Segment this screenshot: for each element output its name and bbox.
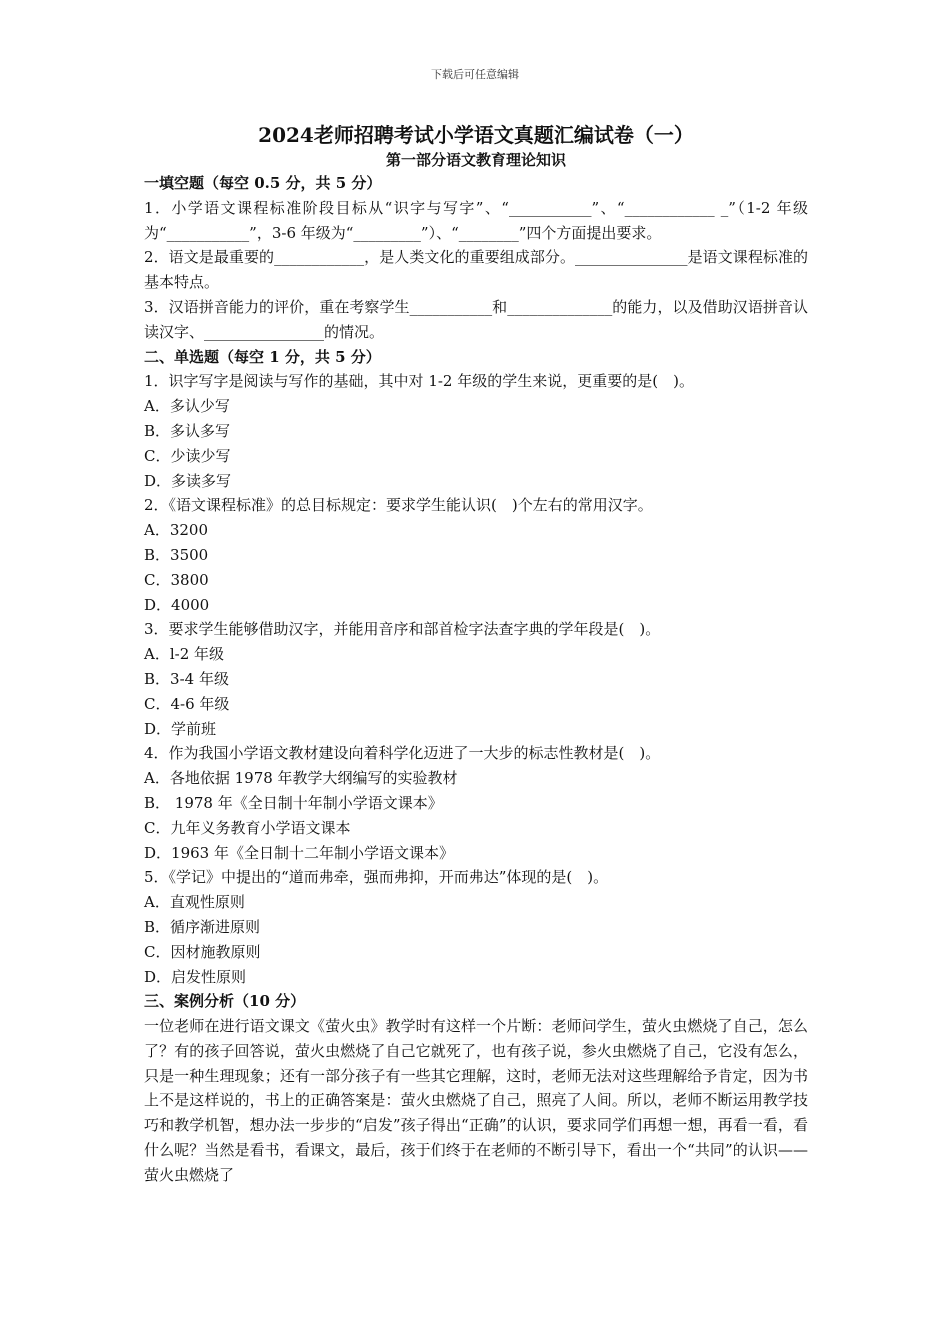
option-b: B．3-4 年级 [144,669,229,688]
option-c: C．3800 [144,570,209,589]
document-title: 2024老师招聘考试小学语文真题汇编试卷（一） [258,123,694,147]
question-stem: 5．《学记》中提出的“道而弗牵，强而弗抑，开而弗达”体现的是( )。 [144,868,609,887]
option-c: C．九年义务教育小学语文课本 [144,818,351,837]
case-study-text: 一位老师在进行语文课文《萤火虫》教学时有这样一个片断：老师问学生，萤火虫燃烧了自己，怎么了？有的孩子回答说，萤火虫燃烧了自己它就死了，也有孩子说，参火虫燃烧了自己，它没有怎么，只是一种生理现象；还有一部分孩子有一些其它理解，这时，老师无法对这些理解给予肯定，因为书上不是这样说的，书上的正确答案是：萤火虫燃烧了自己，照亮了人间。所以，老师不断运用教学技巧和教学机智，想办法一步步的“启发”孩子得出“正确”的认识，要求同学们再想一想，再看一看，看什么呢？当然是看书，看课文，最后，孩于们终于在老师的不断引导下，看出一个“共同”的认识——萤火虫燃烧了 [144,1017,808,1184]
document-content [144,121,808,1188]
option-b: B．循序渐进原则 [144,917,261,936]
question-stem: 1．识字写字是阅读与写作的基础，其中对 1-2 年级的学生来说，更重要的是( )。 [144,372,694,391]
question-stem: 3．要求学生能够借助汉字，并能用音序和部首检字法查字典的学年段是( )。 [144,620,661,639]
option-d: D．1963 年《全日制十二年制小学语文课本》 [144,843,454,862]
header-note: 下载后可任意编辑 [431,68,519,81]
option-c: C．少读少写 [144,446,231,465]
question-stem: 4．作为我国小学语文教材建设向着科学化迈进了一大步的标志性教材是( )。 [144,744,661,763]
option-b: B．3500 [144,545,209,564]
option-d: D．多读多写 [144,471,232,490]
option-a: A．直观性原则 [144,893,245,912]
document-subtitle: 第一部分语文教育理论知识 [385,151,566,169]
section1-question-3: 3．汉语拼音能力的评价，重在考察学生___________和______________的能力，以及借助汉语拼音认读汉字、________________的情况。 [144,297,808,341]
option-c: C．4-6 年级 [144,694,230,713]
option-a: A．l-2 年级 [144,645,225,664]
option-c: C．因材施教原则 [144,942,261,961]
section3-heading: 三、案例分析（10 分） [144,992,306,1011]
option-b: B．多认多写 [144,421,231,440]
option-d: D．4000 [144,595,210,614]
option-d: D．启发性原则 [144,967,247,986]
option-a: A．各地依据 1978 年教学大纲编写的实验教材 [144,769,458,788]
section1-question-2: 2．语文是最重要的____________，是人类文化的重要组成部分。_______________是语文课程标准的基本特点。 [144,248,808,292]
section1-question-1: 1．小学语文课程标准阶段目标从“识字与写字”、“___________”、“____________ _”（1-2 年级为“___________”，3-6 年级为“_________”）、“________”四个方面提出要求。 [144,198,808,242]
option-a: A．多认少写 [144,397,230,416]
option-b: B． 1978 年《全日制十年制小学语文课本》 [144,793,443,812]
question-stem: 2．《语文课程标准》的总目标规定：要求学生能认识( )个左右的常用汉字。 [144,496,653,515]
section2-heading: 二、单选题（每空 1 分，共 5 分） [144,347,381,366]
option-a: A．3200 [144,521,209,540]
section1-heading: 一填空题（每空 0.5 分，共 5 分） [144,174,382,192]
option-d: D．学前班 [144,719,217,738]
